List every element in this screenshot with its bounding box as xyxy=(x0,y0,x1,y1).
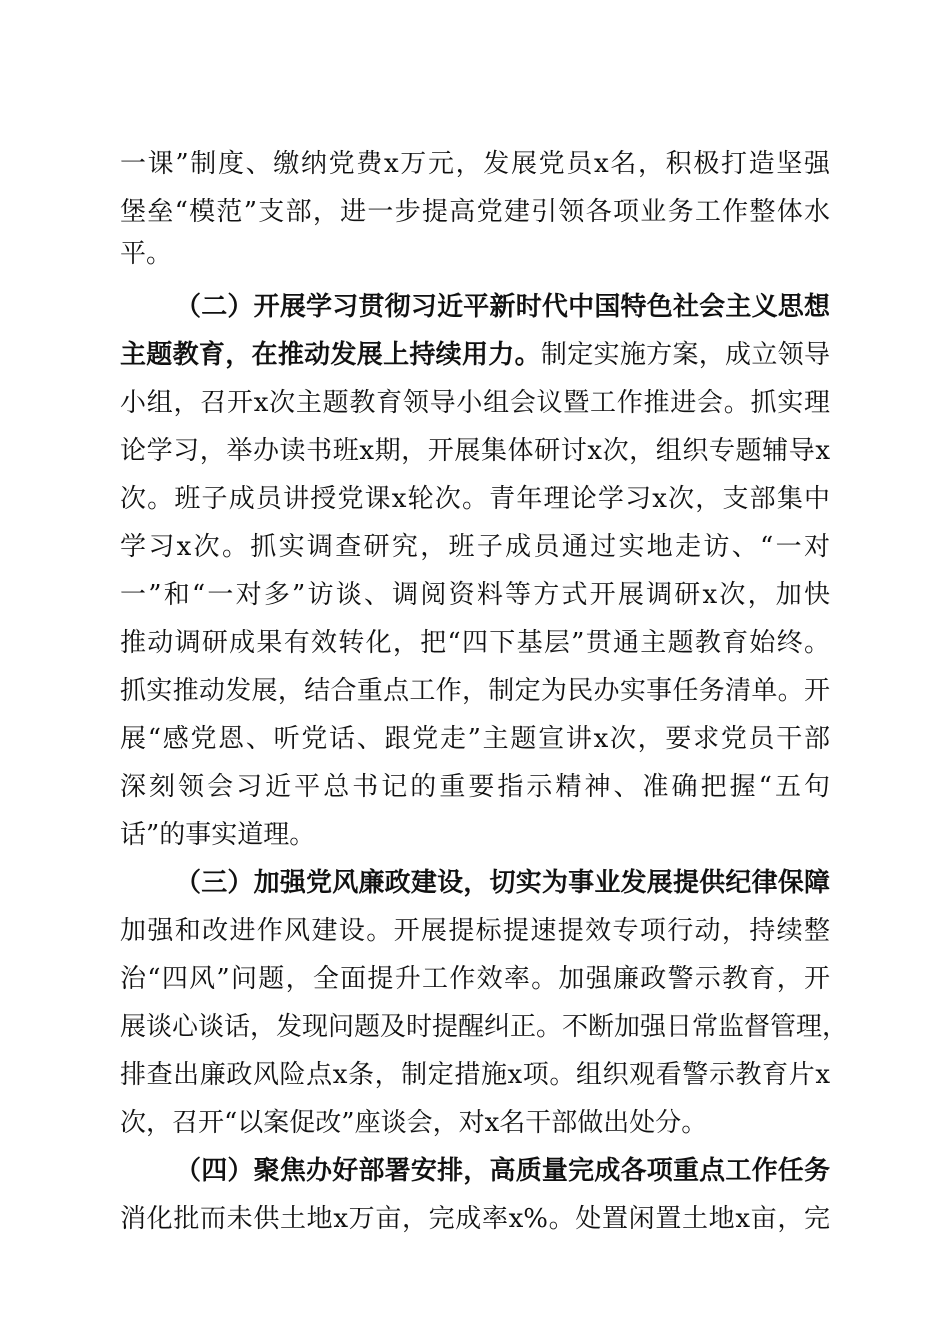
section-2-text: 制定实施方案，成立领导 xyxy=(540,340,830,370)
paragraph-line: 排查出廉政风险点x条，制定措施x项。组织观看警示教育片x xyxy=(120,1060,830,1090)
paragraph-line: 推动调研成果有效转化，把“四下基层”贯通主题教育始终。 xyxy=(120,628,830,658)
paragraph-line: 学习x次。抓实调查研究，班子成员通过实地走访、“一对 xyxy=(120,532,830,562)
paragraph-line: 治“四风”问题，全面提升工作效率。加强廉政警示教育，开 xyxy=(120,964,830,994)
paragraph-line: 论学习，举办读书班x期，开展集体研讨x次，组织专题辅导x xyxy=(120,436,830,466)
paragraph-line: 次，召开“以案促改”座谈会，对x名干部做出处分。 xyxy=(120,1108,708,1138)
section-heading-2-continuation xyxy=(120,335,830,375)
paragraph-line: 消化批而未供土地x万亩，完成率x%。处置闲置土地x亩，完 xyxy=(120,1204,830,1234)
paragraph-line: 展“感党恩、听党话、跟党走”主题宣讲x次，要求党员干部 xyxy=(120,724,830,754)
paragraph-line: 深刻领会习近平总书记的重要指示精神、准确把握“五句 xyxy=(120,772,830,802)
paragraph-line: 平。 xyxy=(120,239,173,269)
paragraph-line: 话”的事实道理。 xyxy=(120,820,316,850)
paragraph-line: 小组，召开x次主题教育领导小组会议暨工作推进会。抓实理 xyxy=(120,388,830,418)
paragraph-line: 堡垒“模范”支部，进一步提高党建引领各项业务工作整体水 xyxy=(120,197,830,227)
paragraph-line: 展谈心谈话，发现问题及时提醒纠正。不断加强日常监督管理， xyxy=(120,1012,849,1042)
paragraph-line: 抓实推动发展，结合重点工作，制定为民办实事任务清单。开 xyxy=(120,676,830,706)
paragraph-line: 加强和改进作风建设。开展提标提速提效专项行动，持续整 xyxy=(120,916,830,946)
section-heading-4: （四）聚焦办好部署安排，高质量完成各项重点工作任务 xyxy=(175,1156,830,1186)
section-heading-3: （三）加强党风廉政建设，切实为事业发展提供纪律保障 xyxy=(175,868,830,898)
section-heading-2: （二）开展学习贯彻习近平新时代中国特色社会主义思想 xyxy=(175,292,830,322)
paragraph-line: 次。班子成员讲授党课x轮次。青年理论学习x次，支部集中 xyxy=(120,484,830,514)
section-heading-2-bold-part: 主题教育，在推动发展上持续用力。 xyxy=(120,340,541,370)
paragraph-line: 一”和“一对多”访谈、调阅资料等方式开展调研x次，加快 xyxy=(120,580,830,610)
paragraph-line: 一课”制度、缴纳党费x万元，发展党员x名，积极打造坚强 xyxy=(120,149,830,179)
